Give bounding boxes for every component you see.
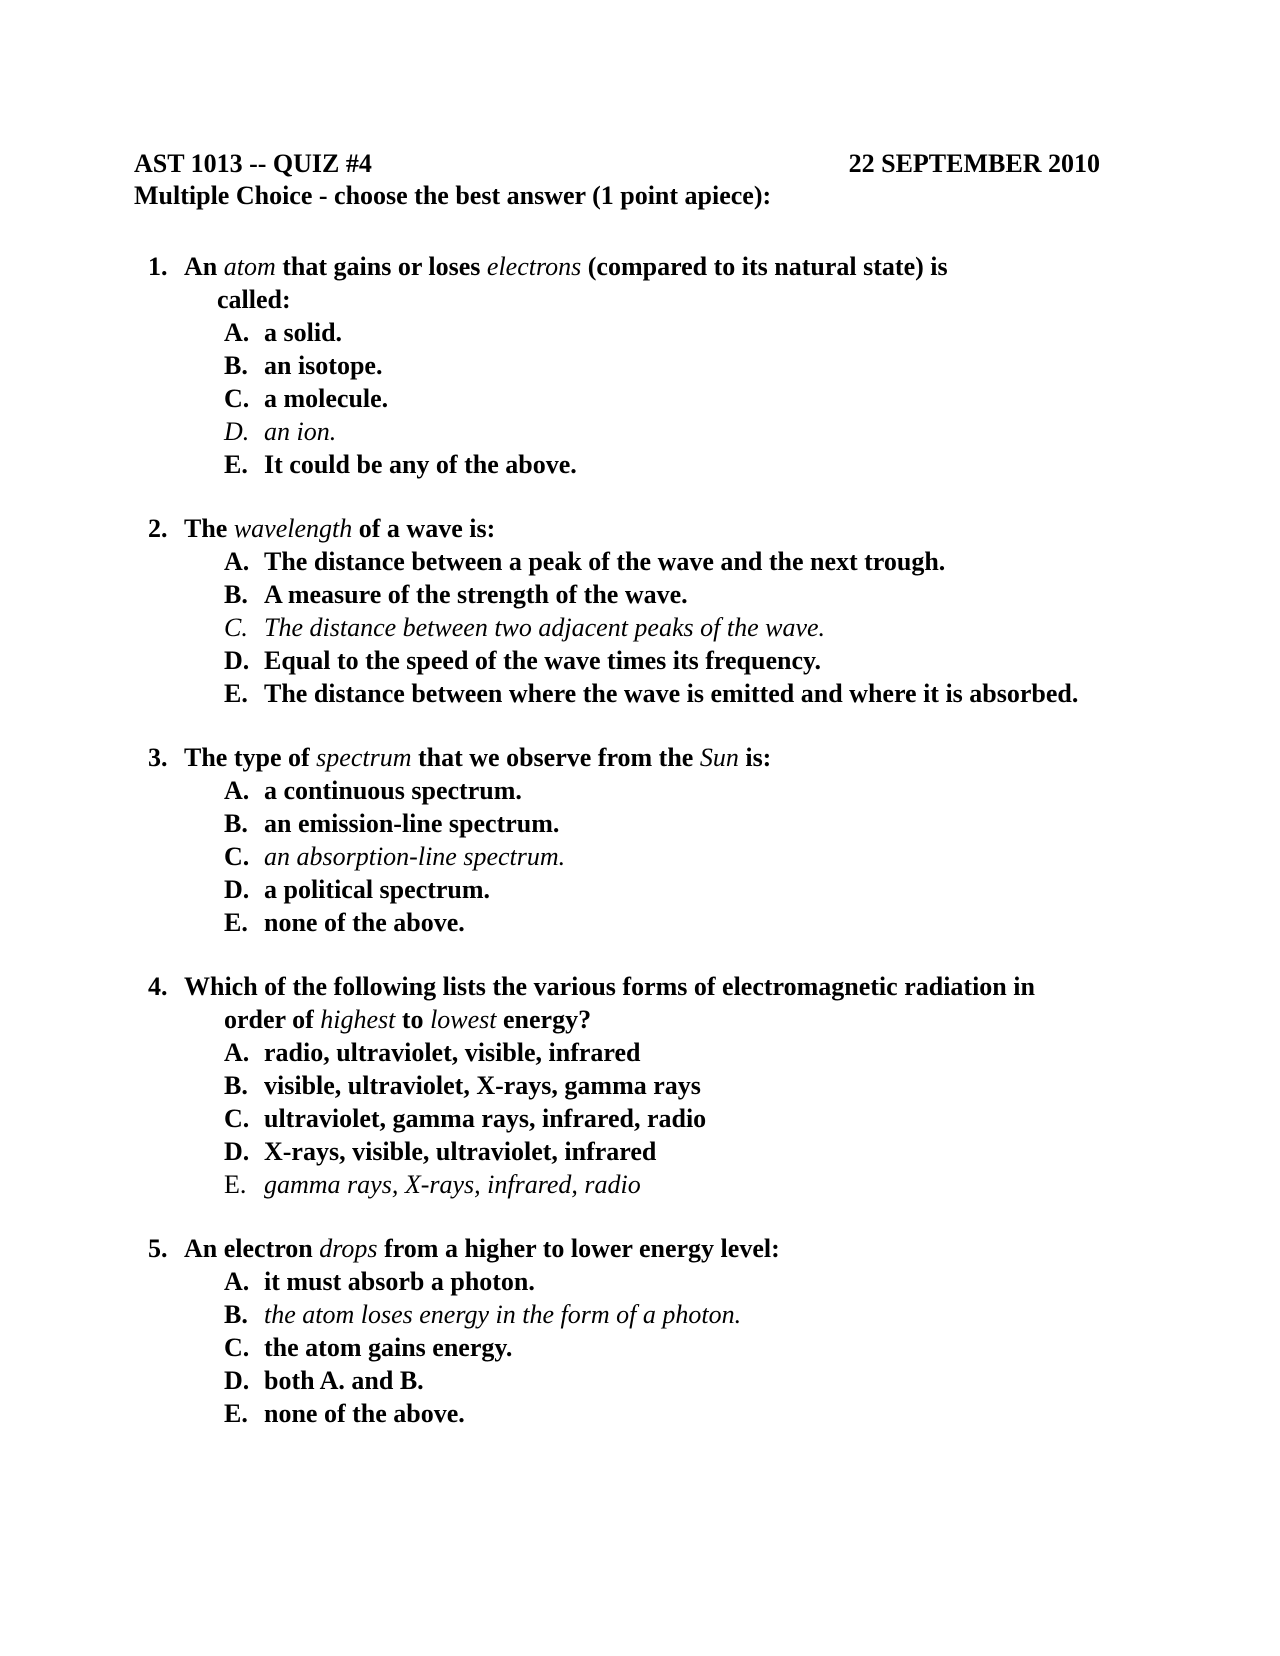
option-letter: B. <box>224 580 248 609</box>
option-text: The distance between a peak of the wave and the next trough. <box>264 547 946 576</box>
question-text-continuation: called: <box>217 285 291 314</box>
option-a <box>224 1036 1123 1069</box>
option-d <box>224 1135 1123 1168</box>
question-number: 4. <box>148 972 168 1001</box>
option-text: a molecule. <box>264 384 389 413</box>
question-text <box>184 741 1123 774</box>
option-text: A measure of the strength of the wave. <box>264 580 688 609</box>
option-text: visible, ultraviolet, X-rays, gamma rays <box>264 1071 701 1100</box>
option-letter: A. <box>224 776 250 805</box>
option-letter: A. <box>224 1038 250 1067</box>
option-text: a political spectrum. <box>264 875 491 904</box>
question-1 <box>148 250 1123 481</box>
option-c <box>224 382 1123 415</box>
question-text <box>184 512 1123 545</box>
question-term: wavelength <box>233 514 353 543</box>
option-c <box>224 1331 1123 1364</box>
option-e <box>224 448 1123 481</box>
question-number: 2. <box>148 514 168 543</box>
option-letter: D. <box>224 417 250 446</box>
question-number: 5. <box>148 1234 168 1263</box>
option-letter: C. <box>224 384 250 413</box>
option-text: Equal to the speed of the wave times its frequency. <box>264 646 822 675</box>
question-text-part: An <box>184 252 224 281</box>
option-text: The distance between two adjacent peaks of the wave. <box>264 613 826 642</box>
question-text-part: that we observe from the <box>411 743 700 772</box>
question-text-part: of a wave is: <box>352 514 496 543</box>
option-d <box>224 1364 1123 1397</box>
option-letter: C. <box>224 1104 250 1133</box>
option-d-correct <box>224 415 1123 448</box>
option-e <box>224 1397 1123 1430</box>
option-text: It could be any of the above. <box>264 450 577 479</box>
question-text-part: An electron <box>184 1234 320 1263</box>
option-list <box>148 774 1123 939</box>
quiz-date: 22 SEPTEMBER 2010 <box>848 149 1100 178</box>
option-letter: A. <box>224 318 250 347</box>
option-e <box>224 906 1123 939</box>
question-term: drops <box>319 1234 378 1263</box>
question-4 <box>148 970 1123 1201</box>
question-text <box>184 970 1123 1036</box>
option-text: X-rays, visible, ultraviolet, infrared <box>264 1137 657 1166</box>
option-b <box>224 807 1123 840</box>
option-c-correct <box>224 611 1123 644</box>
option-a <box>224 1265 1123 1298</box>
option-text: none of the above. <box>264 908 465 937</box>
option-b <box>224 349 1123 382</box>
option-letter: D. <box>224 875 250 904</box>
option-letter: C. <box>224 613 248 642</box>
course-title: AST 1013 -- QUIZ #4 <box>134 149 372 178</box>
option-e-correct <box>224 1168 1123 1201</box>
option-list <box>148 316 1123 481</box>
question-5 <box>148 1232 1123 1430</box>
instructions: Multiple Choice - choose the best answer (1 point apiece): <box>134 181 772 210</box>
option-text: both A. and B. <box>264 1366 424 1395</box>
question-3 <box>148 741 1123 939</box>
question-text-part: order of <box>224 1005 321 1034</box>
option-letter: B. <box>224 1071 248 1100</box>
option-b <box>224 1069 1123 1102</box>
question-text-part: that gains or loses <box>275 252 487 281</box>
question-text-continuation <box>184 1003 1123 1036</box>
question-2 <box>148 512 1123 710</box>
question-list <box>148 250 1123 1461</box>
question-text-part: Which of the following lists the various forms of electromagnetic radiation in <box>184 972 1035 1001</box>
option-a <box>224 545 1123 578</box>
option-text: the atom gains energy. <box>264 1333 513 1362</box>
option-text: ultraviolet, gamma rays, infrared, radio <box>264 1104 707 1133</box>
question-text <box>184 1232 1123 1265</box>
option-text: an absorption-line spectrum. <box>264 842 566 871</box>
question-text-part: to <box>395 1005 431 1034</box>
option-text: it must absorb a photon. <box>264 1267 535 1296</box>
question-term: Sun <box>699 743 739 772</box>
option-letter: A. <box>224 547 250 576</box>
option-list <box>148 1265 1123 1430</box>
option-text: radio, ultraviolet, visible, infrared <box>264 1038 641 1067</box>
option-letter: E. <box>224 908 248 937</box>
option-d <box>224 644 1123 677</box>
option-list <box>148 1036 1123 1201</box>
option-text: the atom loses energy in the form of a photon. <box>264 1300 742 1329</box>
option-c-correct <box>224 840 1123 873</box>
question-term: highest <box>320 1005 396 1034</box>
option-letter: E. <box>224 450 248 479</box>
option-letter: E. <box>224 679 248 708</box>
option-letter: D. <box>224 1137 250 1166</box>
question-number: 1. <box>148 252 168 281</box>
option-letter: B. <box>224 1300 248 1329</box>
option-a <box>224 774 1123 807</box>
question-text-part: is: <box>738 743 772 772</box>
question-term: lowest <box>430 1005 497 1034</box>
option-a <box>224 316 1123 349</box>
option-d <box>224 873 1123 906</box>
option-b <box>224 578 1123 611</box>
question-text-part: energy? <box>496 1005 592 1034</box>
option-text: gamma rays, X-rays, infrared, radio <box>264 1170 641 1199</box>
option-letter: C. <box>224 842 250 871</box>
option-text: an emission-line spectrum. <box>264 809 560 838</box>
option-text: an ion. <box>264 417 337 446</box>
option-text: a solid. <box>264 318 343 347</box>
option-text: an isotope. <box>264 351 383 380</box>
option-e <box>224 677 1123 710</box>
option-letter: D. <box>224 1366 250 1395</box>
question-text-part: The <box>184 514 234 543</box>
question-term: atom <box>223 252 276 281</box>
question-number: 3. <box>148 743 168 772</box>
option-letter: E. <box>224 1399 248 1428</box>
option-letter: E. <box>224 1170 247 1199</box>
option-letter: B. <box>224 351 248 380</box>
question-term: electrons <box>486 252 582 281</box>
question-text-part: from a higher to lower energy level: <box>377 1234 780 1263</box>
option-text: a continuous spectrum. <box>264 776 522 805</box>
option-text: none of the above. <box>264 1399 465 1428</box>
option-b-correct <box>224 1298 1123 1331</box>
option-text: The distance between where the wave is emitted and where it is absorbed. <box>264 679 1079 708</box>
option-letter: C. <box>224 1333 250 1362</box>
question-term: spectrum <box>316 743 412 772</box>
option-list <box>148 545 1123 710</box>
option-letter: A. <box>224 1267 250 1296</box>
option-letter: B. <box>224 809 248 838</box>
question-text <box>184 250 1123 316</box>
option-c <box>224 1102 1123 1135</box>
question-text-part: The type of <box>184 743 317 772</box>
option-letter: D. <box>224 646 250 675</box>
question-text-part: (compared to its natural state) is <box>581 252 948 281</box>
